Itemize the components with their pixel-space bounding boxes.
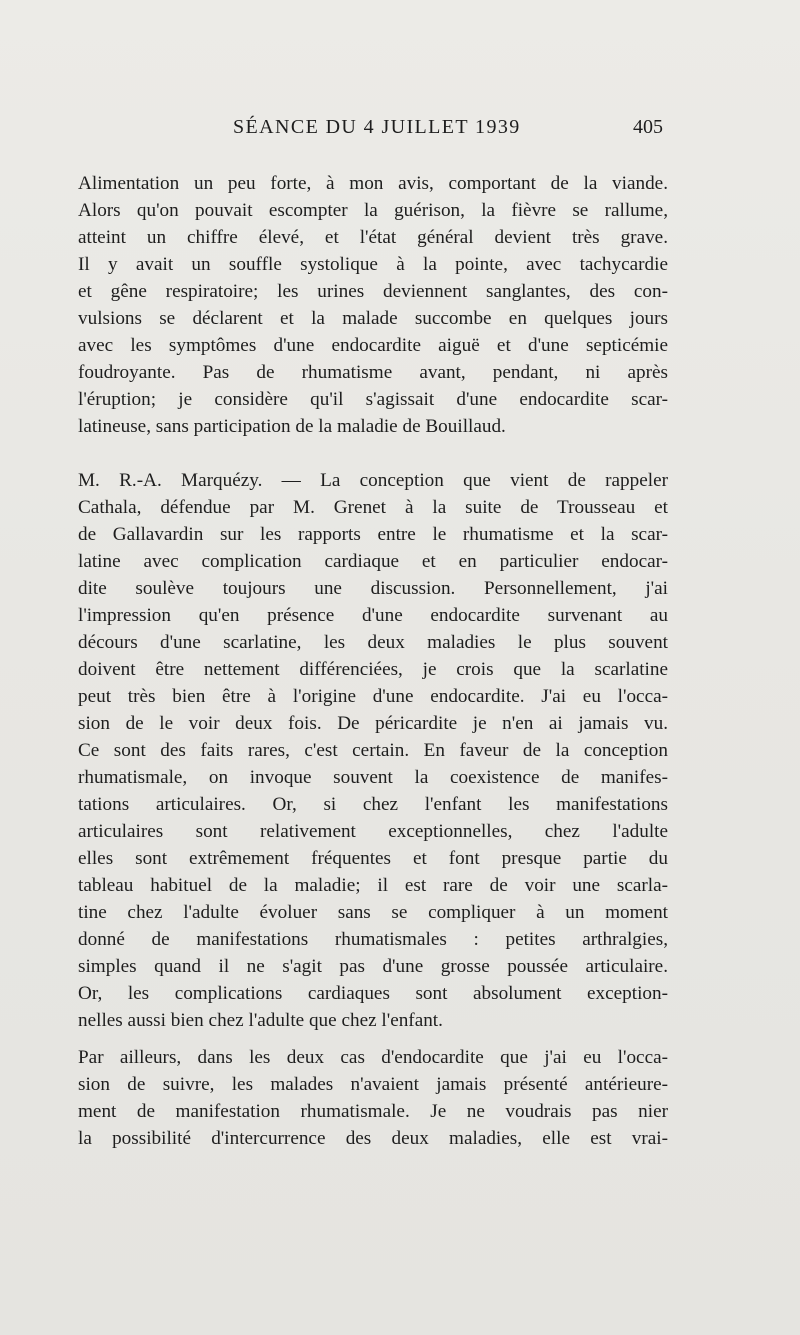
text-line: foudroyante. Pas de rhumatisme avant, pendant, ni après [78,362,668,383]
text-line: tableau habituel de la maladie; il est rare de voir une scarla- [78,875,668,896]
text-line: elles sont extrêmement fréquentes et font presque partie du [78,848,668,869]
text-line: sion de suivre, les malades n'avaient jamais présenté antérieure- [78,1074,668,1095]
text-line: rhumatismale, on invoque souvent la coexistence de manifes- [78,767,668,788]
text-line: latine avec complication cardiaque et en particulier endocar- [78,551,668,572]
text-line: l'éruption; je considère qu'il s'agissait d'une endocardite scar- [78,389,668,410]
text-line: articulaires sont relativement exceptionnelles, chez l'adulte [78,821,668,842]
paragraph-marquezy-remarks [78,467,668,1034]
text-line: simples quand il ne s'agit pas d'une grosse poussée articulaire. [78,956,668,977]
text-line: nelles aussi bien chez l'adulte que chez l'enfant. [78,1010,443,1031]
text-line: avec les symptômes d'une endocardite aiguë et d'une septicémie [78,335,668,356]
text-line: Cathala, défendue par M. Grenet à la suite de Trousseau et [78,497,668,518]
paragraph-gap [78,440,668,467]
paragraph-previous-cases [78,1044,668,1152]
paragraph-endocarditis-case [78,170,668,440]
session-title: SÉANCE DU 4 JUILLET 1939 [233,116,521,138]
text-line: vulsions se déclarent et la malade succombe en quelques jours [78,308,668,329]
body-text [78,170,668,1152]
text-line: donné de manifestations rhumatismales : petites arthralgies, [78,929,668,950]
text-line: tations articulaires. Or, si chez l'enfant les manifestations [78,794,668,815]
text-line: doivent être nettement différenciées, je crois que la scarlatine [78,659,668,680]
text-line: et gêne respiratoire; les urines deviennent sanglantes, des con- [78,281,668,302]
text-line: sion de le voir deux fois. De péricardite je n'en ai jamais vu. [78,713,668,734]
page-number: 405 [633,116,663,138]
text-line: Alors qu'on pouvait escompter la guérison, la fièvre se rallume, [78,200,668,221]
running-header [78,116,663,150]
text-line: ment de manifestation rhumatismale. Je ne voudrais pas nier [78,1101,668,1122]
text-line: Par ailleurs, dans les deux cas d'endocardite que j'ai eu l'occa- [78,1047,668,1068]
text-line: décours d'une scarlatine, les deux maladies le plus souvent [78,632,668,653]
text-line: tine chez l'adulte évoluer sans se compliquer à un moment [78,902,668,923]
text-line: Alimentation un peu forte, à mon avis, comportant de la viande. [78,173,668,194]
text-line: M. R.-A. Marquézy. — La conception que vient de rappeler [78,470,668,491]
text-line: latineuse, sans participation de la maladie de Bouillaud. [78,416,506,437]
text-line: Ce sont des faits rares, c'est certain. En faveur de la conception [78,740,668,761]
text-line: dite soulève toujours une discussion. Personnellement, j'ai [78,578,668,599]
text-line: peut très bien être à l'origine d'une endocardite. J'ai eu l'occa- [78,686,668,707]
text-line: la possibilité d'intercurrence des deux maladies, elle est vrai- [78,1128,668,1149]
text-line: atteint un chiffre élevé, et l'état général devient très grave. [78,227,668,248]
paragraph-gap [78,1034,668,1044]
text-line: l'impression qu'en présence d'une endocardite survenant au [78,605,668,626]
text-line: Il y avait un souffle systolique à la pointe, avec tachycardie [78,254,668,275]
text-line: de Gallavardin sur les rapports entre le rhumatisme et la scar- [78,524,668,545]
text-line: Or, les complications cardiaques sont absolument exception- [78,983,668,1004]
